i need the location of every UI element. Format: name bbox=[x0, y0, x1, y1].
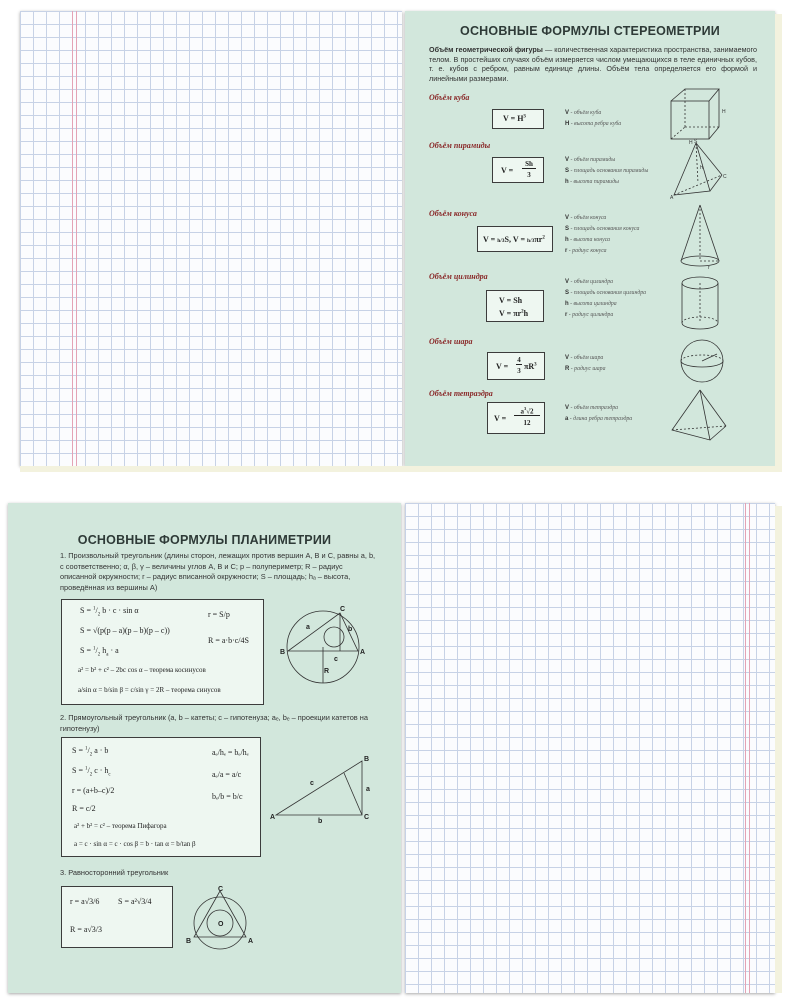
svg-text:A: A bbox=[670, 195, 674, 201]
section-3-text: 3. Равносторонний треугольник bbox=[60, 868, 169, 877]
sphere-figure bbox=[677, 336, 727, 386]
cube-figure bbox=[667, 83, 729, 145]
margin-line bbox=[745, 503, 746, 993]
section-sphere-title: Объём шара bbox=[429, 337, 473, 346]
legend-sphere: V - объём шара R - радиус шара bbox=[565, 355, 606, 372]
page-title: ОСНОВНЫЕ ФОРМУЛЫ СТЕРЕОМЕТРИИ bbox=[460, 24, 720, 38]
svg-text:C: C bbox=[723, 174, 727, 180]
legend-pyramid: V - объём пирамиды S - площадь основания пирамиды h - высота пирамиды bbox=[565, 157, 649, 185]
formula-pyramid: V = Sh 3 bbox=[492, 157, 544, 183]
legend-cone: V - объём конуса S - площадь основания конуса h - высота конуса r - радиус конуса bbox=[565, 215, 640, 254]
tetrahedron-figure bbox=[668, 386, 730, 446]
section-cone-title: Объём конуса bbox=[429, 209, 477, 218]
svg-text:c: c bbox=[310, 780, 314, 787]
formula-tetra: V = $a^3√2$ 12 bbox=[487, 402, 545, 434]
svg-text:R: R bbox=[324, 668, 330, 675]
formula-cone: V = h/3S, $V = h/3\pi r^2$ bbox=[477, 226, 553, 252]
pyramid-figure bbox=[670, 139, 730, 201]
formula-cylinder: V = Sh $V = \pi r^2h$ bbox=[486, 290, 544, 322]
legend-tetra: V - объём тетраэдра a - длина ребра тетраэдра bbox=[565, 405, 633, 422]
margin-line bbox=[72, 11, 73, 466]
section-pyramid-title: Объём пирамиды bbox=[429, 141, 491, 150]
svg-text:a: a bbox=[306, 624, 310, 631]
svg-text:H: H bbox=[722, 109, 726, 115]
svg-text:A: A bbox=[360, 649, 366, 656]
margin-line bbox=[76, 11, 77, 466]
svg-text:B: B bbox=[186, 938, 192, 945]
page-edge bbox=[20, 466, 782, 472]
svg-text:B: B bbox=[280, 649, 286, 656]
svg-text:O: O bbox=[218, 921, 224, 928]
svg-text:h: h bbox=[700, 165, 703, 171]
formula-box-equilateral: r = a√3/6 S = a²√3/4 R = a√3/3 bbox=[61, 886, 173, 948]
svg-text:r: r bbox=[708, 265, 710, 271]
cylinder-figure bbox=[678, 273, 724, 335]
svg-text:C: C bbox=[340, 606, 346, 613]
svg-text:b: b bbox=[348, 626, 353, 633]
svg-text:A: A bbox=[248, 938, 254, 945]
svg-text:A: A bbox=[270, 814, 276, 821]
triangle-circumcircle-figure bbox=[278, 601, 378, 691]
formula-sphere: V = 4 3 $\pi R^3$ bbox=[487, 352, 545, 380]
cone-figure bbox=[677, 201, 723, 273]
section-cylinder-title: Объём цилиндра bbox=[429, 272, 488, 281]
svg-text:B: B bbox=[364, 756, 370, 763]
legend-cylinder: V - объём цилиндра S - площадь основания цилиндра h - высота цилиндра r - радиус цилиндра bbox=[565, 279, 647, 318]
stereometry-page bbox=[405, 11, 775, 466]
svg-text:c: c bbox=[334, 656, 338, 663]
legend-cube: V - объём куба H - высота ребра куба bbox=[565, 110, 622, 127]
svg-text:C: C bbox=[218, 886, 224, 893]
svg-text:S: S bbox=[694, 139, 698, 145]
equilateral-triangle-figure bbox=[186, 885, 256, 955]
intro-text: Объём геометрической фигуры — количественная характеристика пространства, занимаемого телом. В простейших случаях объём измеряется числом умещающихся в теле единичных кубов, т. е. кубов с ребром, равным единице длины. Объём тела определяется его формой и линейными размерами. bbox=[429, 45, 757, 83]
planimetry-page bbox=[8, 503, 401, 993]
section-tetra-title: Объём тетраэдра bbox=[429, 389, 493, 398]
section-cube-title: Объём куба bbox=[429, 93, 470, 102]
formula-box-right-triangle: $S = ^1/_2$ a · b $S = ^1/_2$ $c \cdot h_c$ r = (a+b–c)/2 R = c/2 a² + b² = c² – теорема Пифагора a = c · sin α = c · cos β = b · tan α = b/tan β aₑ/hₑ = bₑ/hₑ aₑ/a = a/c bₑ/b = b/c bbox=[61, 737, 261, 857]
grid-page-bottom-right bbox=[405, 503, 775, 993]
svg-text:C: C bbox=[364, 814, 370, 821]
section-1-text: 1. Произвольный треугольник (длины сторон, лежащих против вершин A, B и C, равны a, b, c соответственно; α, β, γ – величины углов A, B и C; p – полупериметр; R – радиус описанной окружности; r – радиус вписанной окружности; S – площадь; hₐ – высота, проведённая из вершины A) bbox=[60, 551, 376, 592]
margin-line bbox=[749, 503, 750, 993]
page-title: ОСНОВНЫЕ ФОРМУЛЫ ПЛАНИМЕТРИИ bbox=[77, 533, 332, 547]
svg-text:H: H bbox=[689, 140, 693, 145]
grid-page-top-left bbox=[20, 11, 402, 466]
page-edge bbox=[775, 506, 782, 993]
formula-cube: $V = H^3$ bbox=[492, 109, 544, 129]
svg-text:b: b bbox=[318, 818, 323, 825]
page-edge bbox=[775, 14, 782, 466]
formula-box-triangle: $S = ^1/_2$ b · c · sin α S = √(p(p – a)(p – b)(p – c)) $S = ^1/_2$ $h_a \cdot a$ a² = b² + c² – 2bc cos α – теорема косинусов a/sin α = b/sin β = c/sin γ = 2R – теорема синусов r = S/p R = a·b·c/4S bbox=[61, 599, 264, 705]
section-2-text: 2. Прямоугольный треугольник (a, b – катеты; c – гипотенуза; aₑ, bₑ – проекции катетов на гипотенузу) bbox=[60, 713, 368, 733]
svg-text:a: a bbox=[366, 786, 370, 793]
right-triangle-figure bbox=[270, 755, 380, 825]
